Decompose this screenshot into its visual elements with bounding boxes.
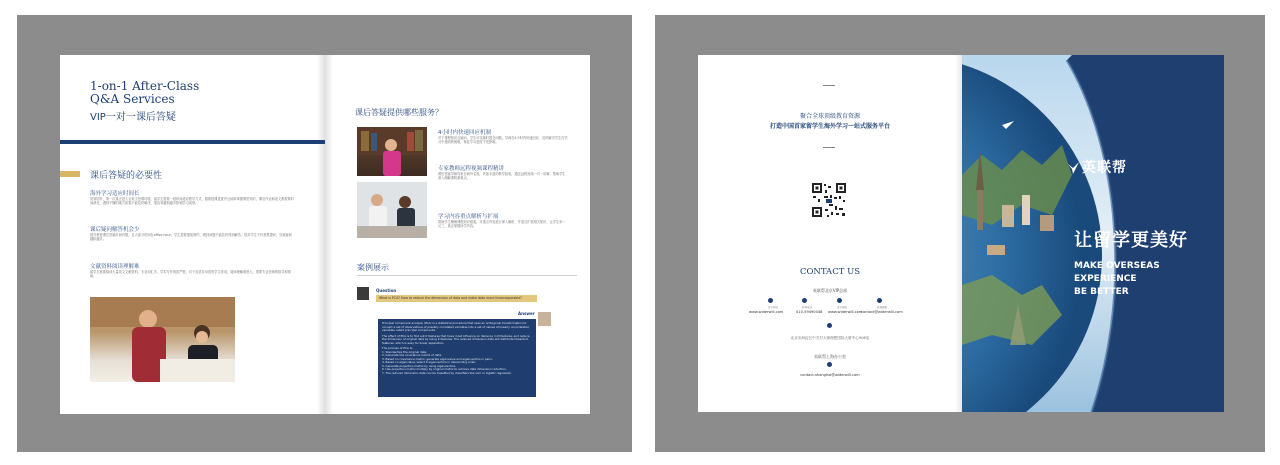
phone-icon <box>802 298 807 303</box>
contact-value-3[interactable]: www.widerwill.com <box>828 310 863 314</box>
cover-slogan-en-2: EXPERIENCE <box>1074 274 1137 284</box>
cover-logo-text: 英联帮 <box>1082 160 1127 176</box>
service-heading-3: 学习内容重点解析与扩展 <box>438 214 499 220</box>
answer-step-4: 4. Based on eigenvalue, select K eigenvectors in descending order. <box>382 360 476 364</box>
qr-code-graphic <box>811 182 847 218</box>
question-bubble: What is PCA? How to reduce the dimension of data and make data more linearseparable? <box>376 295 537 302</box>
globe-icon <box>837 298 842 303</box>
tagline-1: 聚合全球顶级教育资源 <box>799 113 860 120</box>
library-illustration <box>357 127 427 176</box>
contact-value-1[interactable]: www.widerwill.com <box>749 310 784 314</box>
tagline-2: 打造中国首家留学生海外学习一站式服务平台 <box>769 123 890 130</box>
bird-logo-icon <box>1068 159 1079 171</box>
qr-code <box>811 182 847 218</box>
answer-paragraph-3: The process of PCA is: <box>382 346 413 350</box>
shanghai-email[interactable]: contact-shanghai@widerwill.com <box>800 373 860 377</box>
case-divider <box>357 275 577 276</box>
answer-step-7: 7. The reduced dimension data can be classified by classifiers like svm or logistic regression. <box>382 370 513 375</box>
brochure-cover <box>962 55 1224 412</box>
answer-step-6: 6. Use projection matrix multiply by original matrix to achieve data dimension reduction. <box>382 367 507 371</box>
answer-step-1: 1. Standardize the original data. <box>382 349 428 354</box>
bird-logo-graphic <box>1068 162 1079 174</box>
cover-slogan-en-3: BE BETTER <box>1074 287 1129 297</box>
meeting-illustration <box>357 182 427 238</box>
title-line-2: Q&A Services <box>90 92 175 106</box>
website-icon <box>768 298 773 303</box>
answer-paragraph-1: Principal component analysis (PCA) is a statistical procedure that uses an orthogonal transformation to convert a set of observations of possibly correlated variables into a set of values of linearly uncorrelated variables called principal components. <box>382 321 529 332</box>
block-text-3: 留学生需要阅读大量英文文献资料，专业词汇多，学术写作规范严格，对于英语非母语的学生来说，阅读理解难度大，需要专业老师的指导和帮助。 <box>90 270 291 279</box>
contact-label-4: 咨询邮箱 <box>877 306 888 309</box>
service-heading-2: 专家教师远程视频课程精讲 <box>438 166 505 172</box>
block-heading-1: 海外学习适应时间长 <box>90 191 140 197</box>
beijing-address: 北京市海淀区中关村大街理想国际大厦中心906室 <box>790 336 870 340</box>
contact-label-3: 官方网站 <box>837 306 848 309</box>
question-label: Question <box>376 288 397 293</box>
navy-divider-bar <box>60 140 325 144</box>
meeting-photo <box>357 182 427 238</box>
block-heading-2: 课后疑问解答机会少 <box>90 227 140 233</box>
answer-label: Answer <box>518 311 535 316</box>
contact-label-2: 咨询电话 <box>802 306 813 309</box>
left-brochure-panel <box>17 15 632 452</box>
beijing-office-title: 英联帮北京VIP总部 <box>812 288 848 293</box>
left-brochure-page <box>60 55 590 414</box>
case-heading: 案例展示 <box>357 263 389 272</box>
contact-value-4[interactable]: contact@widerwill.com <box>861 310 903 314</box>
mail-icon <box>877 298 882 303</box>
teacher-avatar <box>538 312 551 326</box>
right-brochure-page <box>698 55 1224 412</box>
contact-value-2[interactable]: 010-59490048 <box>796 310 823 314</box>
services-heading: 课后答疑提供哪些服务？ <box>355 108 443 117</box>
answer-step-3: 3. Based on covariance matrix, generate eigenvalue and eigenvectors in pairs. <box>382 356 493 361</box>
tutoring-illustration <box>90 297 235 382</box>
section-heading: 课后答疑的必要性 <box>90 171 163 181</box>
title-line-1: 1-on-1 After-Class <box>90 79 200 93</box>
center-fold-shadow <box>317 55 333 414</box>
contact-heading: CONTACT US <box>799 267 861 277</box>
answer-step-5: 5. Generate projection matrix by using eigenvectors. <box>382 363 457 368</box>
shanghai-mail-icon <box>827 362 832 367</box>
answer-paragraph-2: The effect of PCA is to find out K features that have most influence on Variance in N features, and reduce the dimension of original data by using K features. The reduced dimension data will distribute towards K features, which is easy for linear separation. <box>382 333 530 345</box>
right-brochure-panel <box>655 15 1265 452</box>
cover-slogan-cn: 让留学更美好 <box>1074 230 1188 251</box>
service-heading-1: 4小时内快速回应机制 <box>438 130 491 136</box>
block-heading-3: 文献资料阅读理解难 <box>90 264 140 270</box>
mid-dash <box>823 147 835 148</box>
service-text-3: 帮助学生梳理课程知识框架，对重点内容进行深入解析，并适当扩展相关知识，让学生举一反三，真正掌握所学内容。 <box>438 220 566 229</box>
service-text-2: 课后答疑导师均来自海外名校，具备丰富的教学经验，通过远程视频一对一讲解，帮助学生深入理解课程重难点。 <box>438 172 566 181</box>
library-photo <box>357 127 427 176</box>
page-subtitle: VIP一对一课后答疑 <box>90 112 176 123</box>
block-text-2: 国外教授课后答疑时间有限，且大部分时间在office hour，学生需要提前预约，遇到问题不能及时得到解答，很多学生不好意思提问，导致疑问越积越多。 <box>90 233 292 242</box>
cover-slogan-en-1: MAKE OVERSEAS <box>1074 261 1160 271</box>
answer-box <box>378 319 536 397</box>
answer-step-2: 2. Generate the covariance matrix of data. <box>382 353 442 357</box>
contact-label-1: 官方网站 <box>768 306 779 309</box>
gold-accent-bar <box>60 171 80 177</box>
service-text-1: 对于课程知识点疑问，学生可以随时提交问题，导师在4小时内快速回应，及时解决学生在学习中遇到的困难，保证学习进度不受影响。 <box>438 136 568 145</box>
top-dash <box>823 85 835 86</box>
location-icon <box>827 323 832 328</box>
tutoring-photo <box>90 297 235 382</box>
block-text-1: 初到国外，第一次真正进入全英文授课环境，留学生需要一段时间适应教学方式，跟着授课进度并且能够掌握课堂知识，课后作业和论文都需要时间消化，遇到不懂的地方如果不能及时解决，很容易越积越多影响学习成绩。 <box>90 197 294 206</box>
student-avatar <box>357 287 369 300</box>
shanghai-office-title: 英联帮上海办公室 <box>814 354 846 359</box>
